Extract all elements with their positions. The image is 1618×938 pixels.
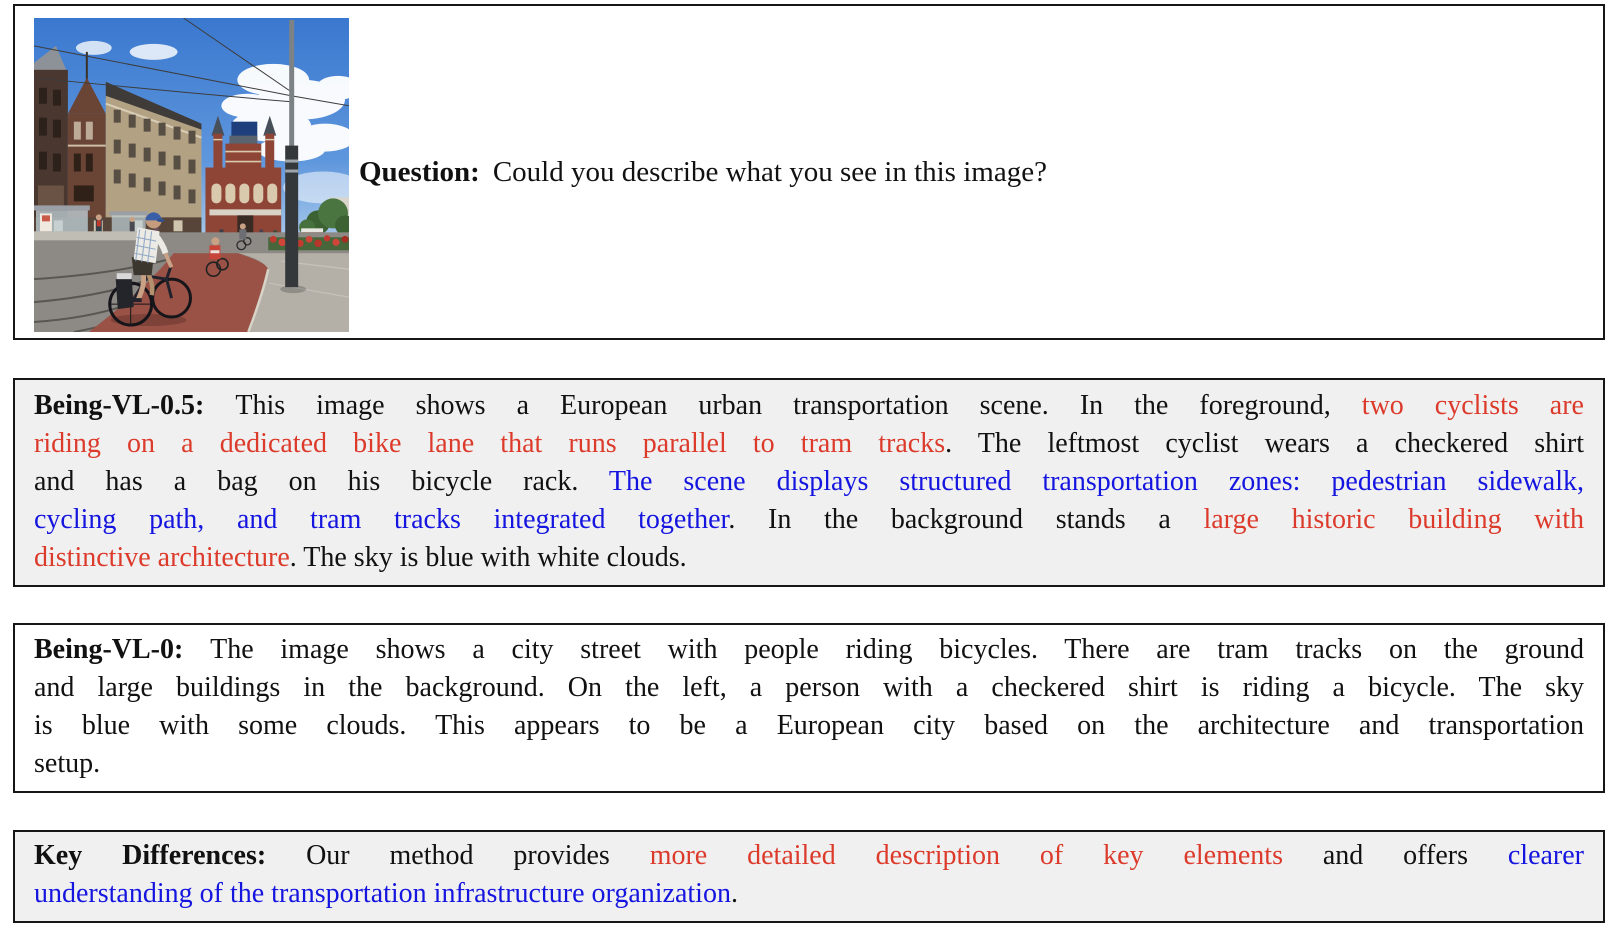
text-segment: . — [730, 878, 738, 909]
question-box — [13, 4, 1605, 340]
text-segment: is blue with some clouds. This appears to be a European city based on the architecture and transportation — [34, 710, 1584, 741]
text-line — [34, 387, 1584, 425]
being-vl-05-box — [13, 378, 1605, 587]
text-line — [34, 875, 1584, 913]
photo-container — [34, 18, 349, 332]
key-differences-box — [13, 830, 1605, 923]
text-line — [34, 837, 1584, 875]
text-line — [34, 425, 1584, 463]
question-label: Question: — [359, 155, 480, 188]
text-segment: large historic building with — [1203, 504, 1584, 535]
amsterdam-street-photo — [34, 18, 349, 332]
text-segment: The scene displays structured transportation zones: pedestrian sidewalk, — [608, 466, 1584, 497]
text-segment: setup. — [34, 748, 101, 779]
text-line — [34, 669, 1584, 707]
model-label: Key Differences: — [34, 840, 307, 871]
text-segment: more detailed description of key elements — [649, 840, 1283, 871]
text-line — [34, 539, 1584, 577]
text-segment: riding on a dedicated bike lane that runs parallel to tram tracks — [34, 428, 946, 459]
text-segment: understanding of the transportation infrastructure organization — [34, 878, 731, 909]
text-segment: cycling path, and tram tracks integrated together — [34, 504, 729, 535]
being-vl-0-box — [13, 623, 1605, 793]
text-segment: Our method provides — [306, 840, 650, 871]
flower-planters — [268, 235, 349, 250]
text-segment: distinctive architecture — [34, 542, 290, 573]
text-segment: . The sky is blue with white clouds. — [289, 542, 687, 573]
text-segment: two cyclists are — [1361, 390, 1584, 421]
question-text-row — [359, 6, 1583, 338]
text-line — [34, 501, 1584, 539]
text-segment: clearer — [1507, 840, 1584, 871]
text-line — [34, 707, 1584, 745]
historic-theater-building — [205, 116, 281, 236]
text-segment: and has a bag on his bicycle rack. — [34, 466, 609, 497]
text-segment: and large buildings in the background. On the left, a person with a checkered shirt is riding a bicycle. The sky — [34, 672, 1584, 703]
text-line — [34, 745, 1584, 783]
text-segment: This image shows a European urban transportation scene. In the foreground, — [235, 390, 1362, 421]
text-segment: The image shows a city street with people riding bicycles. There are tram tracks on the ground — [210, 634, 1584, 665]
text-segment: . The leftmost cyclist wears a checkered shirt — [945, 428, 1584, 459]
model-label: Being-VL-0.5: — [34, 390, 236, 421]
model-label: Being-VL-0: — [34, 634, 211, 665]
text-line — [34, 631, 1584, 669]
text-line — [34, 463, 1584, 501]
text-segment: . In the background stands a — [728, 504, 1204, 535]
text-segment: and offers — [1282, 840, 1508, 871]
question-text: Could you describe what you see in this image? — [492, 155, 1047, 188]
